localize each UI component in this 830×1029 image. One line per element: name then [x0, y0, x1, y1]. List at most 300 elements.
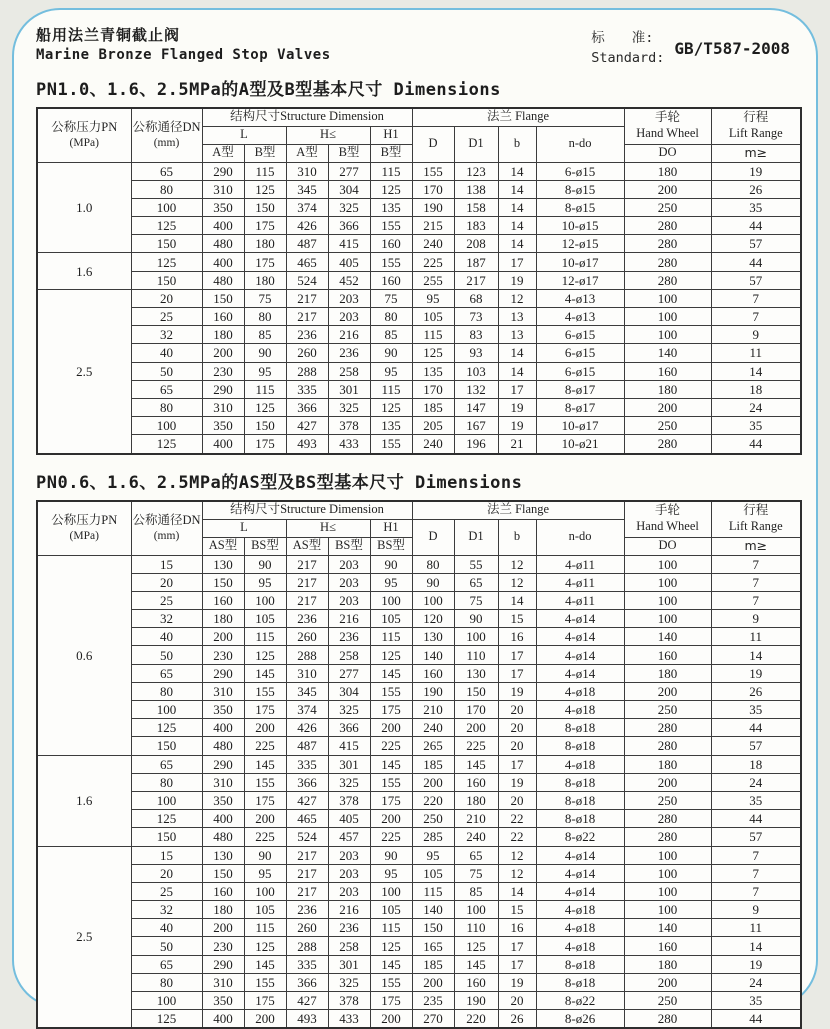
- dimension-cell: 22: [498, 828, 536, 846]
- standard-label-chinese: 标 准:: [591, 30, 654, 46]
- dimension-cell: 170: [412, 380, 454, 398]
- dimension-cell: 35: [711, 198, 801, 216]
- table-row: [37, 362, 801, 380]
- dimension-cell: 150: [202, 289, 244, 307]
- dimension-cell: 100: [370, 882, 412, 900]
- dimension-cell: 125: [370, 646, 412, 664]
- dimension-cell: 95: [412, 846, 454, 864]
- dimension-cell: 24: [711, 973, 801, 991]
- col-header-pressure: [37, 501, 131, 556]
- dimension-cell: 7: [711, 591, 801, 609]
- dimension-cell: 350: [202, 198, 244, 216]
- col-header-type-bs2: BS型: [328, 537, 370, 555]
- table-row: [37, 610, 801, 628]
- dimension-cell: 415: [328, 737, 370, 755]
- dimension-cell: 210: [412, 701, 454, 719]
- dimension-cell: 6-ø15: [536, 326, 624, 344]
- dimension-cell: 95: [370, 573, 412, 591]
- dimension-cell: 35: [711, 417, 801, 435]
- table-row: [37, 271, 801, 289]
- dimension-cell: 366: [286, 773, 328, 791]
- dimension-cell: 19: [498, 973, 536, 991]
- dimension-cell: 8-ø15: [536, 198, 624, 216]
- dimension-cell: 203: [328, 882, 370, 900]
- dimension-cell: 125: [244, 646, 286, 664]
- dimension-cell: 225: [454, 737, 498, 755]
- dimension-cell: 250: [624, 198, 711, 216]
- dimension-cell: 100: [131, 701, 202, 719]
- col-header-H: H≤: [286, 126, 370, 144]
- dimension-cell: 155: [370, 973, 412, 991]
- dimension-cell: 50: [131, 937, 202, 955]
- header-row-1: [37, 108, 801, 127]
- dimension-cell: 17: [498, 937, 536, 955]
- dimension-cell: 95: [370, 864, 412, 882]
- dimension-cell: 4-ø14: [536, 864, 624, 882]
- standard-block: [591, 28, 796, 69]
- standard-number: GB/T587-2008: [674, 38, 790, 58]
- dimension-cell: 240: [412, 435, 454, 454]
- table-row: [37, 973, 801, 991]
- dimension-cell: 80: [131, 682, 202, 700]
- table-row: [37, 555, 801, 573]
- dimension-cell: 110: [454, 919, 498, 937]
- dimension-cell: 115: [244, 919, 286, 937]
- dimension-cell: 21: [498, 435, 536, 454]
- dimension-cell: 20: [498, 992, 536, 1010]
- dimension-cell: 19: [711, 162, 801, 180]
- dimension-cell: 15: [498, 901, 536, 919]
- dimension-cell: 258: [328, 646, 370, 664]
- dimension-cell: 150: [202, 573, 244, 591]
- dimension-cell: 160: [624, 646, 711, 664]
- dimension-cell: 4-ø11: [536, 573, 624, 591]
- dimension-cell: 366: [328, 217, 370, 235]
- dimension-cell: 180: [202, 610, 244, 628]
- pn-group-cell: 0.6: [37, 555, 131, 755]
- dimension-cell: 200: [454, 719, 498, 737]
- table-row: [37, 664, 801, 682]
- dimension-cell: 4-ø18: [536, 919, 624, 937]
- table-row: [37, 162, 801, 180]
- dimension-cell: 150: [412, 919, 454, 937]
- dimension-cell: 57: [711, 271, 801, 289]
- dimension-cell: 13: [498, 326, 536, 344]
- dimension-cell: 200: [244, 1010, 286, 1029]
- col-header-type-b3: B型: [370, 144, 412, 162]
- dimension-cell: 16: [498, 919, 536, 937]
- dimension-cell: 75: [244, 289, 286, 307]
- dimension-cell: 155: [370, 435, 412, 454]
- dimension-cell: 400: [202, 719, 244, 737]
- dimension-cell: 14: [498, 180, 536, 198]
- table-row: [37, 591, 801, 609]
- dimension-cell: 65: [454, 846, 498, 864]
- dimension-cell: 400: [202, 253, 244, 271]
- table-row: [37, 737, 801, 755]
- col-header-structure: 结构尺寸Structure Dimension: [202, 501, 412, 520]
- dimension-cell: 310: [202, 180, 244, 198]
- dimension-cell: 140: [412, 901, 454, 919]
- dimension-cell: 100: [624, 901, 711, 919]
- dn-label: 公称通径DN: [132, 513, 201, 527]
- dimension-cell: 160: [370, 271, 412, 289]
- dimension-cell: 115: [244, 380, 286, 398]
- dimension-cell: 310: [286, 664, 328, 682]
- dimension-cell: 44: [711, 435, 801, 454]
- dimension-cell: 433: [328, 435, 370, 454]
- dimension-cell: 180: [624, 955, 711, 973]
- dimension-cell: 20: [498, 701, 536, 719]
- col-header-structure: 结构尺寸Structure Dimension: [202, 108, 412, 127]
- dimension-cell: 68: [454, 289, 498, 307]
- pressure-unit: (MPa): [69, 136, 99, 149]
- dimension-cell: 236: [286, 610, 328, 628]
- dimension-cell: 230: [202, 937, 244, 955]
- dimension-cell: 175: [370, 791, 412, 809]
- dimension-cell: 44: [711, 217, 801, 235]
- table-row: [37, 882, 801, 900]
- dimension-cell: 310: [202, 682, 244, 700]
- dimension-cell: 160: [454, 773, 498, 791]
- dimension-cell: 12: [498, 289, 536, 307]
- dimension-cell: 203: [328, 555, 370, 573]
- dimension-cell: 20: [131, 289, 202, 307]
- dimension-cell: 250: [624, 791, 711, 809]
- dimension-cell: 350: [202, 701, 244, 719]
- dimension-cell: 160: [370, 235, 412, 253]
- dimension-cell: 25: [131, 308, 202, 326]
- col-header-b: b: [498, 519, 536, 555]
- dimension-cell: 167: [454, 417, 498, 435]
- dimension-cell: 4-ø18: [536, 937, 624, 955]
- dimension-cell: 6-ø15: [536, 344, 624, 362]
- dimension-cell: 20: [131, 573, 202, 591]
- dimension-cell: 75: [454, 864, 498, 882]
- dimension-cell: 203: [328, 308, 370, 326]
- dimension-cell: 217: [286, 591, 328, 609]
- dimension-cell: 95: [370, 362, 412, 380]
- dimension-cell: 80: [131, 398, 202, 416]
- dimension-cell: 135: [370, 198, 412, 216]
- dimension-cell: 90: [244, 846, 286, 864]
- table-row: [37, 937, 801, 955]
- dimension-cell: 115: [412, 326, 454, 344]
- dimension-cell: 145: [370, 955, 412, 973]
- dimension-cell: 175: [244, 791, 286, 809]
- dimension-cell: 57: [711, 235, 801, 253]
- dimension-cell: 160: [412, 664, 454, 682]
- pressure-unit: (MPa): [69, 529, 99, 542]
- dimension-cell: 135: [412, 362, 454, 380]
- dimension-cell: 180: [454, 791, 498, 809]
- dimension-cell: 115: [412, 882, 454, 900]
- dimension-cell: 8-ø26: [536, 1010, 624, 1029]
- dimension-cell: 14: [711, 362, 801, 380]
- dimension-cell: 230: [202, 362, 244, 380]
- dimension-cell: 350: [202, 417, 244, 435]
- dimension-cell: 125: [131, 217, 202, 235]
- dimension-cell: 12-ø15: [536, 235, 624, 253]
- dimension-cell: 44: [711, 719, 801, 737]
- dimension-cell: 80: [370, 308, 412, 326]
- dimension-cell: 80: [412, 555, 454, 573]
- spec-table-asbs-type: [36, 500, 802, 1029]
- dimension-cell: 203: [328, 864, 370, 882]
- table-row: [37, 198, 801, 216]
- dimension-cell: 175: [244, 992, 286, 1010]
- col-header-m: m≥: [711, 537, 801, 555]
- dimension-cell: 260: [286, 919, 328, 937]
- dimension-cell: 250: [624, 992, 711, 1010]
- table-row: [37, 628, 801, 646]
- dimension-cell: 7: [711, 864, 801, 882]
- dimension-cell: 400: [202, 435, 244, 454]
- col-header-L: L: [202, 126, 286, 144]
- table-row: [37, 919, 801, 937]
- dimension-cell: 200: [624, 180, 711, 198]
- section-title-table2: PN0.6、1.6、2.5MPa的AS型及BS型基本尺寸 Dimensions: [36, 472, 523, 493]
- dimension-cell: 95: [244, 362, 286, 380]
- dimension-cell: 100: [454, 901, 498, 919]
- dimension-cell: 8-ø18: [536, 737, 624, 755]
- dimension-cell: 32: [131, 326, 202, 344]
- dimension-cell: 125: [454, 937, 498, 955]
- dimension-cell: 180: [624, 755, 711, 773]
- dimension-cell: 150: [131, 271, 202, 289]
- dimension-cell: 288: [286, 362, 328, 380]
- dimension-cell: 12: [498, 573, 536, 591]
- col-header-dn: [131, 501, 202, 556]
- table-row: [37, 682, 801, 700]
- dimension-cell: 22: [498, 810, 536, 828]
- dimension-cell: 175: [244, 701, 286, 719]
- dimension-cell: 100: [131, 791, 202, 809]
- dimension-cell: 217: [286, 289, 328, 307]
- dimension-cell: 50: [131, 646, 202, 664]
- dimension-cell: 236: [328, 628, 370, 646]
- dimension-cell: 175: [244, 217, 286, 235]
- dimension-cell: 18: [711, 380, 801, 398]
- dimension-cell: 138: [454, 180, 498, 198]
- dimension-cell: 203: [328, 573, 370, 591]
- dimension-cell: 487: [286, 235, 328, 253]
- col-header-type-bs3: BS型: [370, 537, 412, 555]
- col-header-handwheel: [624, 501, 711, 538]
- dimension-cell: 35: [711, 791, 801, 809]
- dimension-cell: 175: [370, 701, 412, 719]
- dn-unit: (mm): [153, 136, 180, 149]
- dimension-cell: 335: [286, 955, 328, 973]
- col-header-dn: [131, 108, 202, 163]
- dimension-cell: 100: [412, 591, 454, 609]
- table-row: [37, 828, 801, 846]
- dimension-cell: 433: [328, 1010, 370, 1029]
- dimension-cell: 26: [498, 1010, 536, 1029]
- dimension-cell: 160: [202, 882, 244, 900]
- dimension-cell: 105: [412, 864, 454, 882]
- col-header-type-as2: AS型: [286, 537, 328, 555]
- dimension-cell: 75: [370, 289, 412, 307]
- dimension-cell: 80: [131, 773, 202, 791]
- dimension-cell: 524: [286, 828, 328, 846]
- dimension-cell: 155: [412, 162, 454, 180]
- dimension-cell: 105: [412, 308, 454, 326]
- dimension-cell: 125: [244, 937, 286, 955]
- dimension-cell: 90: [412, 573, 454, 591]
- dimension-cell: 236: [328, 919, 370, 937]
- dimension-cell: 90: [370, 846, 412, 864]
- dimension-cell: 277: [328, 162, 370, 180]
- dimension-cell: 100: [131, 417, 202, 435]
- dimension-cell: 100: [370, 591, 412, 609]
- col-header-type-a1: A型: [202, 144, 244, 162]
- table-row: [37, 901, 801, 919]
- dimension-cell: 265: [412, 737, 454, 755]
- dimension-cell: 225: [370, 828, 412, 846]
- dimension-cell: 120: [412, 610, 454, 628]
- dimension-cell: 217: [286, 864, 328, 882]
- dimension-cell: 236: [286, 901, 328, 919]
- dimension-cell: 175: [244, 253, 286, 271]
- dimension-cell: 220: [412, 791, 454, 809]
- dimension-cell: 145: [244, 955, 286, 973]
- dimension-cell: 200: [370, 810, 412, 828]
- spec-table-ab-type: [36, 107, 802, 455]
- dimension-cell: 105: [244, 901, 286, 919]
- dimension-cell: 155: [370, 682, 412, 700]
- dimension-cell: 345: [286, 682, 328, 700]
- dimension-cell: 150: [131, 828, 202, 846]
- dimension-cell: 217: [286, 555, 328, 573]
- dimension-cell: 24: [711, 773, 801, 791]
- dimension-cell: 7: [711, 289, 801, 307]
- dimension-cell: 301: [328, 755, 370, 773]
- col-header-type-b2: B型: [328, 144, 370, 162]
- dimension-cell: 524: [286, 271, 328, 289]
- dimension-cell: 100: [624, 864, 711, 882]
- dimension-cell: 100: [131, 992, 202, 1010]
- table-row: [37, 573, 801, 591]
- dimension-cell: 12: [498, 864, 536, 882]
- dimension-cell: 24: [711, 398, 801, 416]
- dimension-cell: 100: [624, 326, 711, 344]
- dimension-cell: 200: [244, 810, 286, 828]
- dimension-cell: 90: [370, 555, 412, 573]
- dimension-cell: 8-ø18: [536, 810, 624, 828]
- dimension-cell: 400: [202, 810, 244, 828]
- table-row: [37, 398, 801, 416]
- col-header-L: L: [202, 519, 286, 537]
- dimension-cell: 10-ø17: [536, 417, 624, 435]
- dimension-cell: 19: [498, 271, 536, 289]
- dimension-cell: 100: [624, 573, 711, 591]
- dimension-cell: 200: [202, 628, 244, 646]
- col-header-pressure: [37, 108, 131, 163]
- dimension-cell: 230: [202, 646, 244, 664]
- dimension-cell: 203: [328, 846, 370, 864]
- col-header-b: b: [498, 126, 536, 162]
- dimension-cell: 217: [454, 271, 498, 289]
- dimension-cell: 9: [711, 610, 801, 628]
- dimension-cell: 203: [328, 289, 370, 307]
- dimension-cell: 125: [131, 253, 202, 271]
- dimension-cell: 155: [244, 682, 286, 700]
- dimension-cell: 14: [711, 937, 801, 955]
- dimension-cell: 65: [131, 955, 202, 973]
- dimension-cell: 65: [131, 380, 202, 398]
- dimension-cell: 280: [624, 253, 711, 271]
- table-row: [37, 791, 801, 809]
- dimension-cell: 12-ø17: [536, 271, 624, 289]
- dimension-cell: 270: [412, 1010, 454, 1029]
- dimension-cell: 200: [244, 719, 286, 737]
- dimension-cell: 8-ø22: [536, 828, 624, 846]
- dn-unit: (mm): [153, 529, 180, 542]
- col-header-H1: H1: [370, 519, 412, 537]
- dimension-cell: 4-ø14: [536, 846, 624, 864]
- dimension-cell: 14: [498, 591, 536, 609]
- dimension-cell: 480: [202, 828, 244, 846]
- dimension-cell: 150: [131, 235, 202, 253]
- table-row: [37, 253, 801, 271]
- table-row: [37, 846, 801, 864]
- handwheel-label-en: Hand Wheel: [636, 519, 699, 533]
- dimension-cell: 155: [370, 217, 412, 235]
- table1-body: [37, 162, 801, 454]
- dimension-cell: 95: [244, 573, 286, 591]
- dimension-cell: 100: [454, 628, 498, 646]
- dimension-cell: 14: [498, 217, 536, 235]
- dimension-cell: 7: [711, 846, 801, 864]
- dimension-cell: 80: [131, 973, 202, 991]
- dimension-cell: 65: [131, 755, 202, 773]
- dimension-cell: 145: [244, 755, 286, 773]
- dimension-cell: 17: [498, 380, 536, 398]
- dimension-cell: 9: [711, 326, 801, 344]
- dimension-cell: 8-ø22: [536, 992, 624, 1010]
- dimension-cell: 304: [328, 682, 370, 700]
- dimension-cell: 158: [454, 198, 498, 216]
- dimension-cell: 140: [624, 628, 711, 646]
- dimension-cell: 25: [131, 882, 202, 900]
- dimension-cell: 310: [286, 162, 328, 180]
- dimension-cell: 65: [131, 162, 202, 180]
- dimension-cell: 140: [412, 646, 454, 664]
- pn-group-cell: 1.6: [37, 755, 131, 846]
- standard-labels: [591, 28, 664, 69]
- dimension-cell: 8-ø18: [536, 973, 624, 991]
- dimension-cell: 125: [370, 180, 412, 198]
- dimension-cell: 75: [454, 591, 498, 609]
- dimension-cell: 7: [711, 308, 801, 326]
- header-row-1: [37, 501, 801, 520]
- dimension-cell: 400: [202, 1010, 244, 1029]
- dimension-cell: 210: [454, 810, 498, 828]
- dimension-cell: 290: [202, 955, 244, 973]
- table-row: [37, 719, 801, 737]
- document-title-chinese: 船用法兰青铜截止阀: [36, 26, 181, 44]
- dimension-cell: 160: [202, 308, 244, 326]
- dimension-cell: 378: [328, 417, 370, 435]
- dimension-cell: 160: [624, 937, 711, 955]
- dimension-cell: 35: [711, 701, 801, 719]
- dimension-cell: 208: [454, 235, 498, 253]
- dimension-cell: 100: [624, 882, 711, 900]
- dimension-cell: 14: [498, 882, 536, 900]
- col-header-ndo: n-do: [536, 126, 624, 162]
- dimension-cell: 200: [624, 398, 711, 416]
